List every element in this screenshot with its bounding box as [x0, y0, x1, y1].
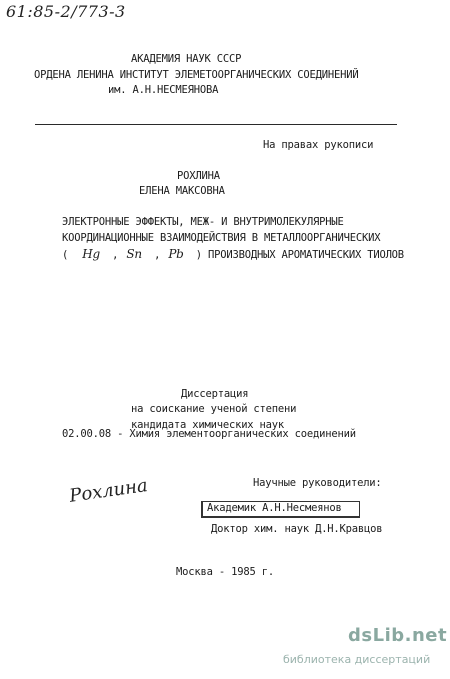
- supervisor-first: Академик А.Н.Несмеянов: [207, 502, 342, 514]
- specialty-code: 02.00.08 - Химия элементоорганических соединений: [62, 428, 356, 440]
- title-line-3-rest: ) ПРОИЗВОДНЫХ АРОМАТИЧЕСКИХ ТИОЛОВ: [195, 249, 404, 261]
- author-given-names: ЕЛЕНА МАКСОВНА: [139, 185, 225, 197]
- place-and-year: Москва - 1985 г.: [176, 566, 274, 578]
- dslib-logo: dsLib.net: [348, 625, 448, 646]
- institute-eponym: им. А.Н.НЕСМЕЯНОВА: [108, 84, 219, 96]
- metal-hg: Hg: [82, 247, 100, 261]
- header-divider: [35, 124, 397, 125]
- author-surname: РОХЛИНА: [177, 170, 220, 182]
- supervisor-stamp-box: [201, 501, 360, 518]
- archive-handwritten-number: 61:85-2/773-3: [6, 2, 126, 21]
- academy-name: АКАДЕМИЯ НАУК СССР: [131, 53, 242, 65]
- title-comma-2: ,: [154, 249, 161, 261]
- thesis-title-line-1: ЭЛЕКТРОННЫЕ ЭФФЕКТЫ, МЕЖ- И ВНУТРИМОЛЕКУЛЯРНЫЕ: [62, 216, 344, 228]
- dslib-tagline: библиотека диссертаций: [283, 653, 431, 666]
- title-comma-1: ,: [112, 249, 119, 261]
- institute-name: ОРДЕНА ЛЕНИНА ИНСТИТУТ ЭЛЕМЕТООРГАНИЧЕСКИХ СОЕДИНЕНИЙ: [34, 69, 359, 81]
- author-signature: Рохлина: [68, 475, 149, 507]
- degree-name: кандидата химических наук: [131, 419, 285, 431]
- metal-sn: Sn: [126, 247, 142, 261]
- thesis-title-line-3: [62, 248, 404, 262]
- title-open-paren: (: [62, 249, 69, 261]
- dissertation-label: Диссертация: [181, 388, 249, 400]
- supervisors-heading: Научные руководители:: [253, 477, 382, 489]
- thesis-title-line-2: КООРДИНАЦИОННЫЕ ВЗАИМОДЕЙСТВИЯ В МЕТАЛЛООРГАНИЧЕСКИХ: [62, 232, 381, 244]
- degree-purpose: на соискание ученой степени: [131, 403, 297, 415]
- metal-pb: Pb: [168, 247, 184, 261]
- rights-notice: На правах рукописи: [263, 139, 374, 151]
- supervisor-second: Доктор хим. наук Д.Н.Кравцов: [211, 523, 383, 535]
